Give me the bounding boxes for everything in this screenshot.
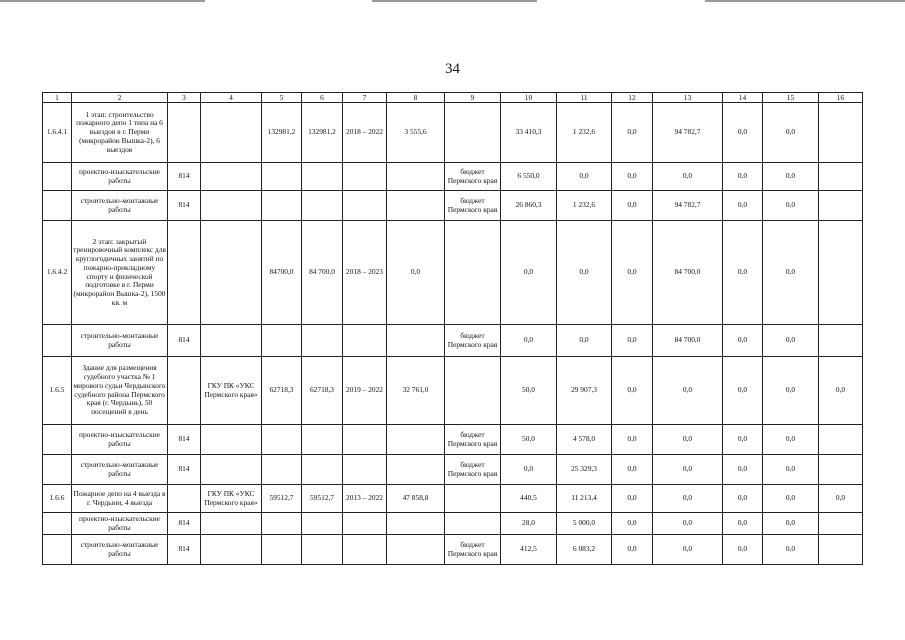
cell-col-8 (387, 191, 445, 221)
row-1-6-4-2 (43, 221, 863, 325)
top-edge-line-right (705, 0, 905, 2)
page-number: 34 (445, 61, 460, 77)
cell-col-3: 814 (168, 455, 201, 485)
cell-col-2: Здание для размещения судебного участка № 1 мирового судьи Чердынского судебного района Пермского края (г. Чердынь), 50 посещений в день (72, 357, 168, 425)
row-1-6-4-2-construction (43, 325, 863, 357)
cell-col-12: 0,0 (612, 357, 653, 425)
cell-col-13: 94 782,7 (653, 191, 723, 221)
cell-col-16 (819, 325, 863, 357)
cell-col-3 (168, 485, 201, 513)
cell-col-7 (343, 535, 387, 565)
column-number-9: 9 (445, 93, 501, 103)
cell-col-11: 4 578,0 (557, 425, 612, 455)
cell-col-7 (343, 325, 387, 357)
cell-col-14: 0,0 (723, 425, 763, 455)
cell-col-6 (302, 191, 343, 221)
cell-col-2: строительно-монтажные работы (72, 325, 168, 357)
cell-col-12: 0,0 (612, 513, 653, 535)
row-1-6-6-design (43, 513, 863, 535)
cell-col-2: строительно-монтажные работы (72, 455, 168, 485)
cell-col-4 (201, 325, 262, 357)
cell-col-3: 814 (168, 163, 201, 191)
cell-col-13: 84 700,0 (653, 325, 723, 357)
cell-col-15: 0,0 (763, 513, 819, 535)
cell-col-6 (302, 163, 343, 191)
column-number-1: 1 (43, 93, 72, 103)
cell-col-11: 1 232,6 (557, 191, 612, 221)
cell-col-10: 50,0 (501, 357, 557, 425)
cell-col-10: 0,0 (501, 325, 557, 357)
cell-col-15: 0,0 (763, 191, 819, 221)
column-number-14: 14 (723, 93, 763, 103)
cell-col-1 (43, 325, 72, 357)
cell-col-13: 84 700,0 (653, 221, 723, 325)
cell-col-6: 62718,3 (302, 357, 343, 425)
cell-col-9: бюджет Пермского края (445, 325, 501, 357)
cell-col-10: 28,0 (501, 513, 557, 535)
budget-table (42, 92, 863, 565)
cell-col-8: 3 555,6 (387, 103, 445, 163)
cell-col-7: 2018 – 2022 (343, 103, 387, 163)
cell-col-14: 0,0 (723, 455, 763, 485)
cell-col-11: 11 213,4 (557, 485, 612, 513)
cell-col-15: 0,0 (763, 425, 819, 455)
column-number-7: 7 (343, 93, 387, 103)
cell-col-6 (302, 513, 343, 535)
cell-col-12: 0,0 (612, 191, 653, 221)
cell-col-7 (343, 163, 387, 191)
cell-col-8 (387, 455, 445, 485)
cell-col-12: 0,0 (612, 455, 653, 485)
cell-col-11: 5 000,0 (557, 513, 612, 535)
cell-col-10: 26 860,3 (501, 191, 557, 221)
row-1-6-6 (43, 485, 863, 513)
cell-col-4 (201, 221, 262, 325)
column-number-10: 10 (501, 93, 557, 103)
cell-col-5: 62718,3 (262, 357, 302, 425)
cell-col-8: 47 858,8 (387, 485, 445, 513)
cell-col-16: 0,0 (819, 357, 863, 425)
cell-col-1: 1.6.4.1 (43, 103, 72, 163)
column-number-3: 3 (168, 93, 201, 103)
cell-col-2: проектно-изыскательские работы (72, 425, 168, 455)
cell-col-14: 0,0 (723, 535, 763, 565)
cell-col-4 (201, 163, 262, 191)
cell-col-10: 440,5 (501, 485, 557, 513)
cell-col-13: 0,0 (653, 455, 723, 485)
cell-col-3: 814 (168, 513, 201, 535)
cell-col-7 (343, 191, 387, 221)
cell-col-5 (262, 191, 302, 221)
cell-col-3 (168, 357, 201, 425)
column-number-2: 2 (72, 93, 168, 103)
cell-col-8 (387, 325, 445, 357)
column-number-5: 5 (262, 93, 302, 103)
cell-col-9: бюджет Пермского края (445, 535, 501, 565)
cell-col-9: бюджет Пермского края (445, 163, 501, 191)
column-number-12: 12 (612, 93, 653, 103)
cell-col-2: 2 этап: закрытый тренировочный комплекс для круглогодичных занятий по пожарно-прикладному спорту и физической подготовке в г. Перми (микрорайон Вышка-2), 1500 кв. м (72, 221, 168, 325)
row-1-6-5-construction (43, 455, 863, 485)
cell-col-9 (445, 103, 501, 163)
row-1-6-4-1 (43, 103, 863, 163)
cell-col-12: 0,0 (612, 221, 653, 325)
cell-col-13: 0,0 (653, 425, 723, 455)
cell-col-3 (168, 221, 201, 325)
cell-col-9 (445, 485, 501, 513)
cell-col-5 (262, 513, 302, 535)
cell-col-16 (819, 513, 863, 535)
cell-col-12: 0,0 (612, 325, 653, 357)
cell-col-16 (819, 425, 863, 455)
cell-col-16 (819, 103, 863, 163)
cell-col-15: 0,0 (763, 357, 819, 425)
cell-col-12: 0,0 (612, 535, 653, 565)
cell-col-2: проектно-изыскательские работы (72, 513, 168, 535)
cell-col-7 (343, 455, 387, 485)
cell-col-14: 0,0 (723, 357, 763, 425)
cell-col-5 (262, 425, 302, 455)
cell-col-13: 94 782,7 (653, 103, 723, 163)
row-1-6-5 (43, 357, 863, 425)
column-number-8: 8 (387, 93, 445, 103)
cell-col-11: 1 232,6 (557, 103, 612, 163)
cell-col-7 (343, 425, 387, 455)
cell-col-1: 1.6.5 (43, 357, 72, 425)
cell-col-2: Пожарное депо на 4 выезда в г. Чердыни, 4 выезда (72, 485, 168, 513)
cell-col-1 (43, 163, 72, 191)
cell-col-1 (43, 191, 72, 221)
cell-col-6 (302, 325, 343, 357)
cell-col-9: бюджет Пермского края (445, 455, 501, 485)
cell-col-14: 0,0 (723, 103, 763, 163)
cell-col-5 (262, 535, 302, 565)
top-edge-line-left (0, 0, 205, 2)
cell-col-11: 6 083,2 (557, 535, 612, 565)
cell-col-13: 0,0 (653, 485, 723, 513)
cell-col-15: 0,0 (763, 163, 819, 191)
column-number-16: 16 (819, 93, 863, 103)
cell-col-15: 0,0 (763, 485, 819, 513)
cell-col-2: строительно-монтажные работы (72, 191, 168, 221)
cell-col-13: 0,0 (653, 513, 723, 535)
cell-col-4 (201, 535, 262, 565)
cell-col-8: 32 761,0 (387, 357, 445, 425)
cell-col-1 (43, 535, 72, 565)
top-edge-line-middle (372, 0, 537, 2)
cell-col-9 (445, 357, 501, 425)
cell-col-4 (201, 103, 262, 163)
cell-col-15: 0,0 (763, 535, 819, 565)
cell-col-4 (201, 425, 262, 455)
cell-col-9 (445, 513, 501, 535)
cell-col-15: 0,0 (763, 455, 819, 485)
cell-col-5: 59512,7 (262, 485, 302, 513)
cell-col-5 (262, 325, 302, 357)
row-1-6-6-construction (43, 535, 863, 565)
cell-col-10: 6 550,0 (501, 163, 557, 191)
cell-col-1 (43, 455, 72, 485)
cell-col-16: 0,0 (819, 485, 863, 513)
cell-col-2: строительно-монтажные работы (72, 535, 168, 565)
cell-col-15: 0,0 (763, 103, 819, 163)
cell-col-3: 814 (168, 535, 201, 565)
row-1-6-5-design (43, 425, 863, 455)
cell-col-5 (262, 455, 302, 485)
cell-col-7: 2018 – 2023 (343, 221, 387, 325)
cell-col-10: 0,0 (501, 455, 557, 485)
cell-col-10: 50,0 (501, 425, 557, 455)
cell-col-14: 0,0 (723, 325, 763, 357)
cell-col-12: 0,0 (612, 163, 653, 191)
cell-col-4 (201, 455, 262, 485)
cell-col-2: проектно-изыскательские работы (72, 163, 168, 191)
cell-col-6 (302, 535, 343, 565)
row-1-6-4-1-design (43, 163, 863, 191)
cell-col-1 (43, 513, 72, 535)
cell-col-16 (819, 221, 863, 325)
cell-col-3: 814 (168, 191, 201, 221)
cell-col-2: 1 этап: строительство пожарного депо 1 типа на 6 выездов в г. Перми (микрорайон Вышка-2), 6 выездов (72, 103, 168, 163)
cell-col-16 (819, 163, 863, 191)
cell-col-15: 0,0 (763, 325, 819, 357)
cell-col-14: 0,0 (723, 221, 763, 325)
cell-col-7: 2013 – 2022 (343, 485, 387, 513)
cell-col-13: 0,0 (653, 535, 723, 565)
column-number-13: 13 (653, 93, 723, 103)
cell-col-6: 84 700,0 (302, 221, 343, 325)
cell-col-10: 33 410,3 (501, 103, 557, 163)
cell-col-4: ГКУ ПК «УКС Пермского края» (201, 485, 262, 513)
cell-col-14: 0,0 (723, 485, 763, 513)
column-number-4: 4 (201, 93, 262, 103)
cell-col-11: 29 907,3 (557, 357, 612, 425)
cell-col-8: 0,0 (387, 221, 445, 325)
cell-col-4 (201, 513, 262, 535)
cell-col-11: 0,0 (557, 325, 612, 357)
cell-col-5: 84700,0 (262, 221, 302, 325)
cell-col-16 (819, 191, 863, 221)
cell-col-8 (387, 535, 445, 565)
cell-col-5 (262, 163, 302, 191)
column-number-11: 11 (557, 93, 612, 103)
cell-col-3: 814 (168, 325, 201, 357)
cell-col-10: 412,5 (501, 535, 557, 565)
cell-col-5: 132981,2 (262, 103, 302, 163)
cell-col-15: 0,0 (763, 221, 819, 325)
cell-col-12: 0,0 (612, 485, 653, 513)
row-1-6-4-1-construction (43, 191, 863, 221)
cell-col-16 (819, 535, 863, 565)
cell-col-6: 59512,7 (302, 485, 343, 513)
cell-col-4 (201, 191, 262, 221)
cell-col-8 (387, 425, 445, 455)
cell-col-3 (168, 103, 201, 163)
cell-col-8 (387, 163, 445, 191)
cell-col-9: бюджет Пермского края (445, 425, 501, 455)
cell-col-14: 0,0 (723, 513, 763, 535)
cell-col-11: 0,0 (557, 221, 612, 325)
cell-col-7: 2019 – 2022 (343, 357, 387, 425)
cell-col-1: 1.6.4.2 (43, 221, 72, 325)
cell-col-6 (302, 455, 343, 485)
cell-col-12: 0,0 (612, 425, 653, 455)
column-number-row (43, 93, 863, 103)
cell-col-13: 0,0 (653, 357, 723, 425)
cell-col-1 (43, 425, 72, 455)
cell-col-12: 0,0 (612, 103, 653, 163)
cell-col-9: бюджет Пермского края (445, 191, 501, 221)
cell-col-11: 0,0 (557, 163, 612, 191)
cell-col-11: 25 329,3 (557, 455, 612, 485)
cell-col-16 (819, 455, 863, 485)
cell-col-6: 132981,2 (302, 103, 343, 163)
cell-col-10: 0,0 (501, 221, 557, 325)
cell-col-13: 0,0 (653, 163, 723, 191)
column-number-15: 15 (763, 93, 819, 103)
cell-col-14: 0,0 (723, 191, 763, 221)
cell-col-3: 814 (168, 425, 201, 455)
cell-col-4: ГКУ ПК «УКС Пермского края» (201, 357, 262, 425)
cell-col-14: 0,0 (723, 163, 763, 191)
column-number-6: 6 (302, 93, 343, 103)
cell-col-7 (343, 513, 387, 535)
cell-col-6 (302, 425, 343, 455)
cell-col-1: 1.6.6 (43, 485, 72, 513)
cell-col-9 (445, 221, 501, 325)
cell-col-8 (387, 513, 445, 535)
